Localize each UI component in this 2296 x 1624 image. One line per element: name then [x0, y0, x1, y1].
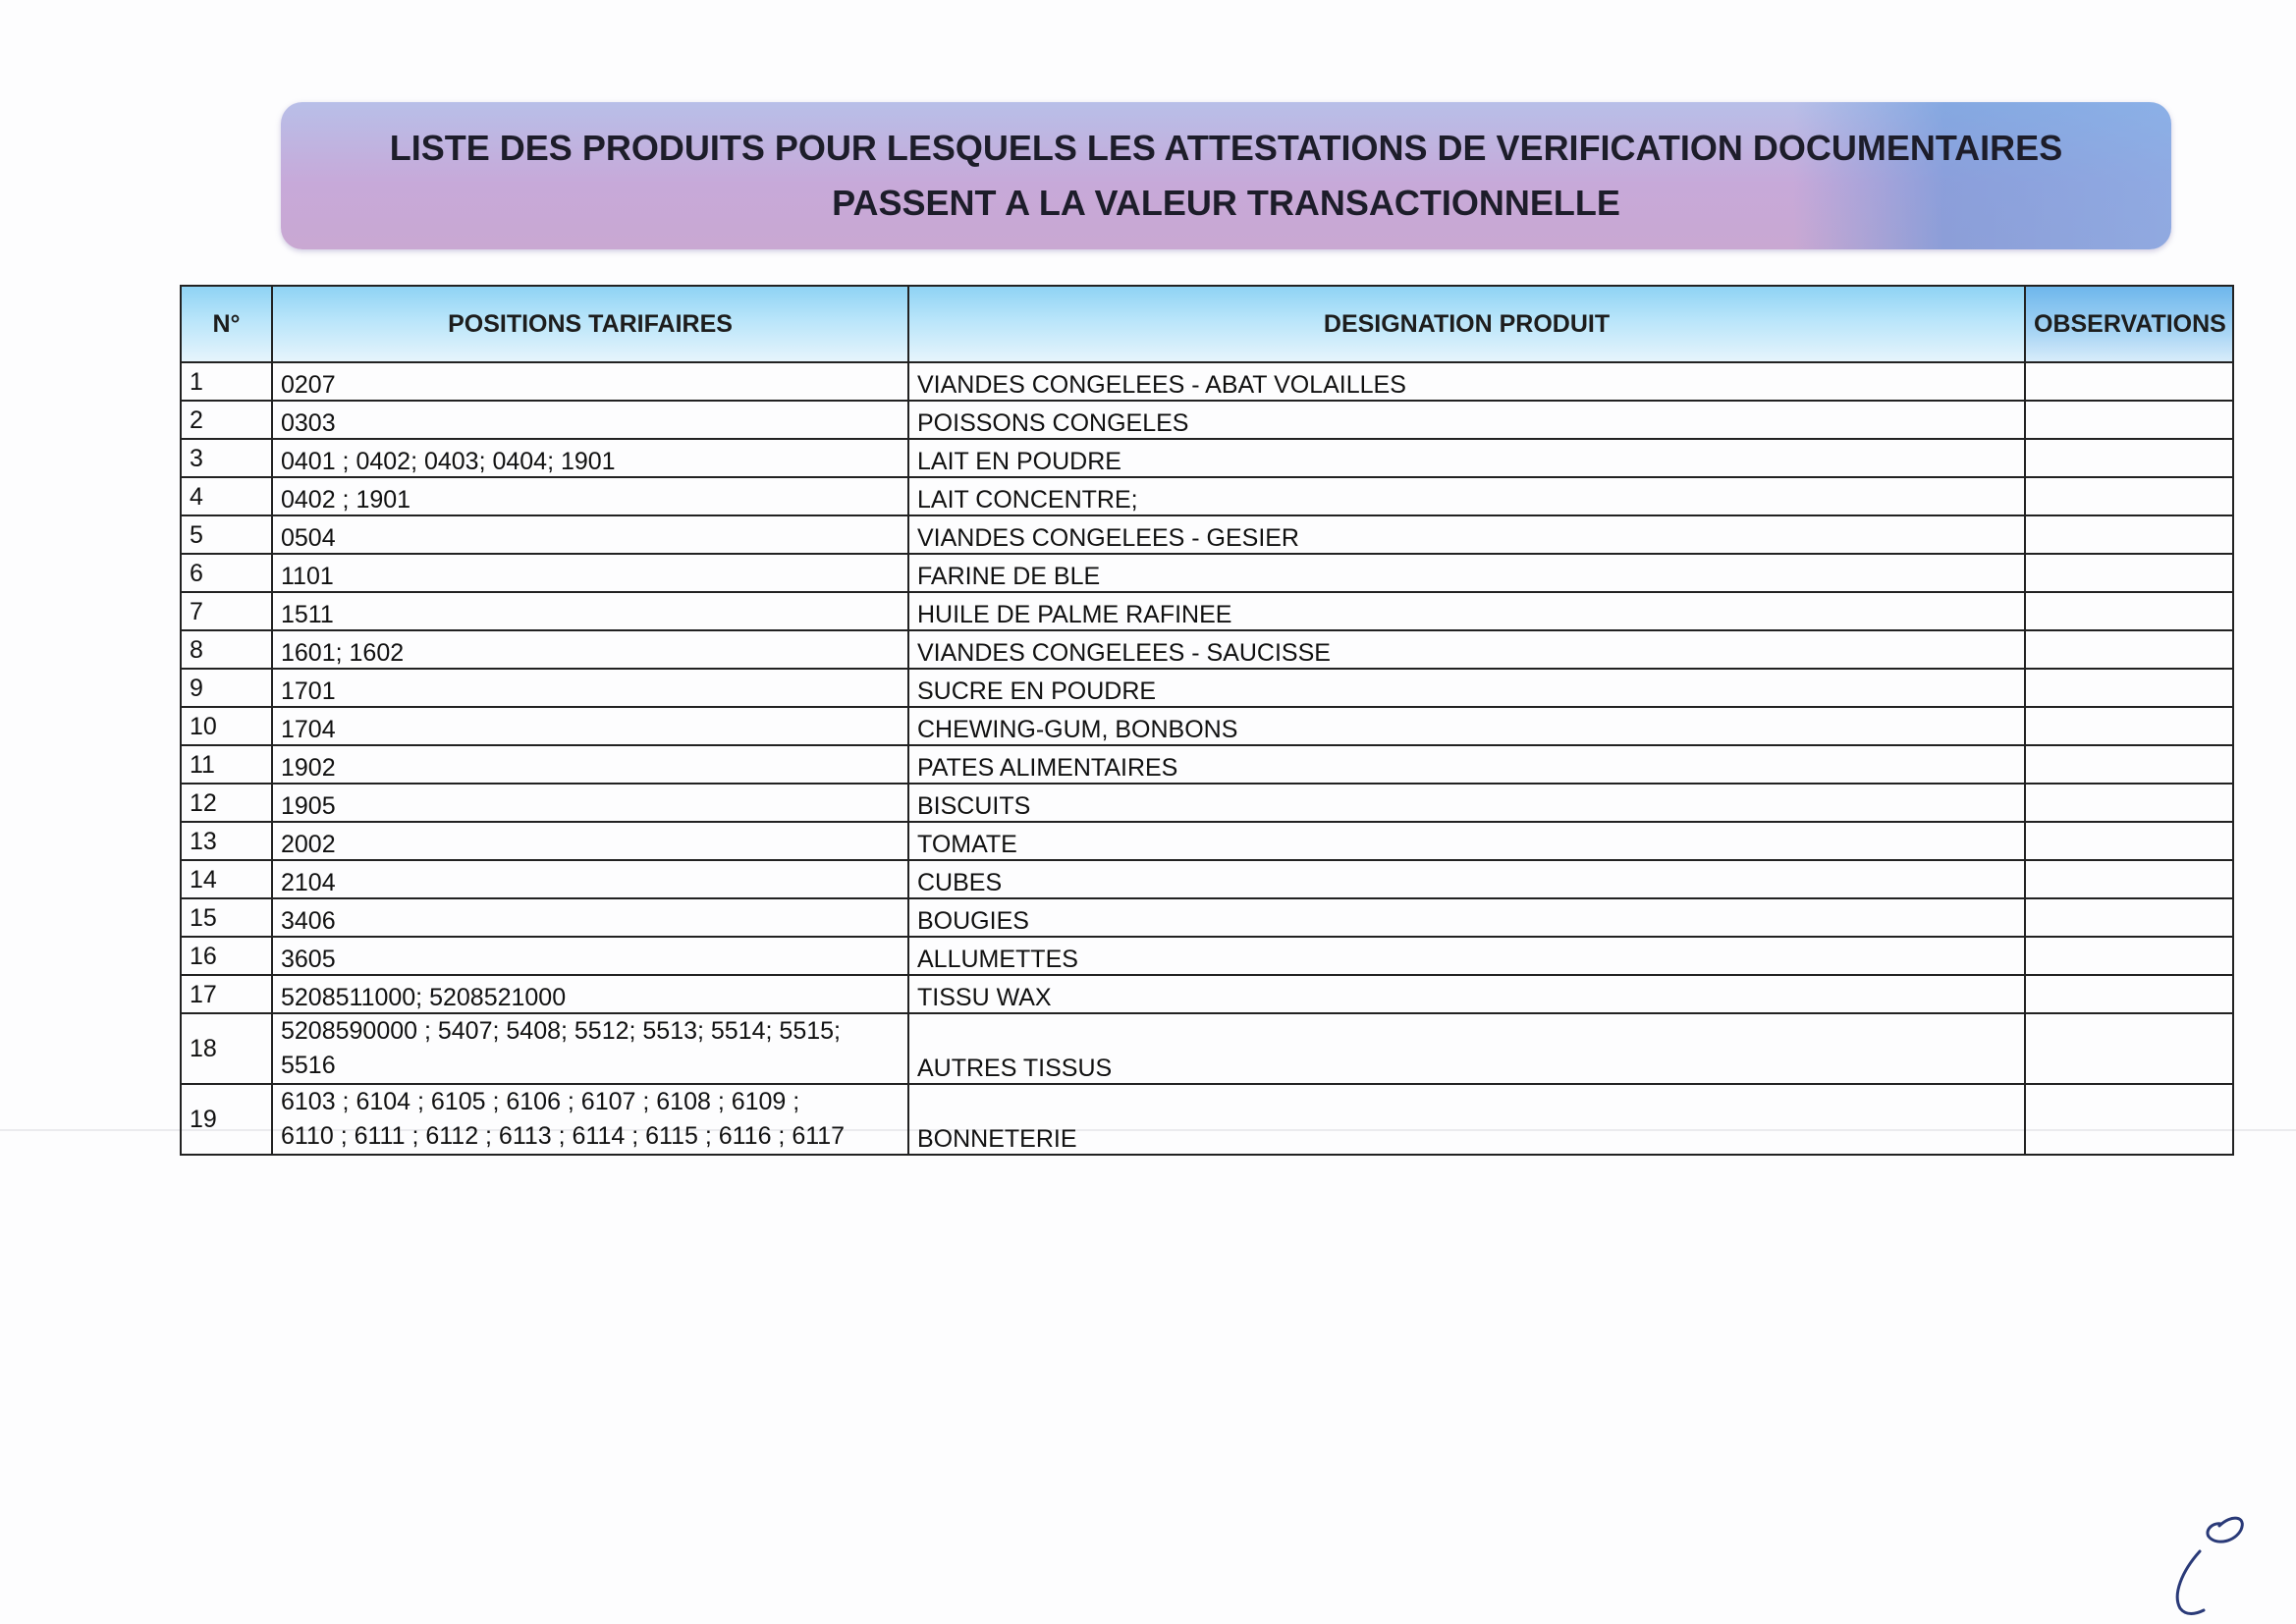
cell-observations [2025, 745, 2233, 784]
cell-positions-line: 6103 ; 6104 ; 6105 ; 6106 ; 6107 ; 6108 ; 6109 ; [281, 1088, 800, 1115]
cell-designation: FARINE DE BLE [908, 554, 2025, 592]
table-row [181, 477, 2233, 515]
cell-num: 11 [181, 745, 272, 784]
cell-num: 2 [181, 401, 272, 439]
table-row [181, 401, 2233, 439]
cell-observations [2025, 630, 2233, 669]
cell-num: 1 [181, 362, 272, 401]
cell-designation: PATES ALIMENTAIRES [908, 745, 2025, 784]
cell-positions [272, 1084, 908, 1155]
cell-observations [2025, 401, 2233, 439]
cell-designation: POISSONS CONGELES [908, 401, 2025, 439]
cell-designation: ALLUMETTES [908, 937, 2025, 975]
cell-num: 12 [181, 784, 272, 822]
cell-designation: BOUGIES [908, 898, 2025, 937]
cell-positions: 2104 [272, 860, 908, 898]
cell-num: 4 [181, 477, 272, 515]
cell-num: 7 [181, 592, 272, 630]
cell-positions-line: 6110 ; 6111 ; 6112 ; 6113 ; 6114 ; 6115 ; 6116 ; 6117 [281, 1122, 846, 1150]
cell-observations [2025, 898, 2233, 937]
cell-designation: VIANDES CONGELEES - SAUCISSE [908, 630, 2025, 669]
cell-observations [2025, 554, 2233, 592]
cell-designation: LAIT EN POUDRE [908, 439, 2025, 477]
table-row [181, 515, 2233, 554]
cell-num: 15 [181, 898, 272, 937]
page-title: LISTE DES PRODUITS POUR LESQUELS LES ATTESTATIONS DE VERIFICATION DOCUMENTAIRES PASSENT A LA VALEUR TRANSACTIONNELLE [389, 128, 2063, 223]
cell-designation: CHEWING-GUM, BONBONS [908, 707, 2025, 745]
cell-designation: TISSU WAX [908, 975, 2025, 1013]
cell-positions: 0207 [272, 362, 908, 401]
cell-observations [2025, 1084, 2233, 1155]
cell-num: 5 [181, 515, 272, 554]
table-row [181, 745, 2233, 784]
table-row [181, 554, 2233, 592]
table-row [181, 1084, 2233, 1155]
cell-observations [2025, 592, 2233, 630]
table-row [181, 860, 2233, 898]
table-row [181, 630, 2233, 669]
cell-designation: VIANDES CONGELEES - ABAT VOLAILLES [908, 362, 2025, 401]
table-row [181, 937, 2233, 975]
cell-positions: 1701 [272, 669, 908, 707]
table-row [181, 592, 2233, 630]
cell-num: 19 [181, 1084, 272, 1155]
cell-observations [2025, 515, 2233, 554]
cell-observations [2025, 1013, 2233, 1084]
cell-designation: BONNETERIE [908, 1084, 2025, 1155]
cell-designation: VIANDES CONGELEES - GESIER [908, 515, 2025, 554]
cell-num: 14 [181, 860, 272, 898]
cell-num: 16 [181, 937, 272, 975]
table-row [181, 439, 2233, 477]
cell-positions: 1902 [272, 745, 908, 784]
cell-designation: CUBES [908, 860, 2025, 898]
header-num: N° [181, 286, 272, 362]
table-row [181, 362, 2233, 401]
cell-num: 9 [181, 669, 272, 707]
cell-num: 6 [181, 554, 272, 592]
products-table [180, 285, 2234, 1156]
cell-positions: 1511 [272, 592, 908, 630]
header-observations: OBSERVATIONS [2025, 286, 2233, 362]
table-row [181, 784, 2233, 822]
cell-observations [2025, 822, 2233, 860]
cell-num: 10 [181, 707, 272, 745]
cell-observations [2025, 477, 2233, 515]
cell-num: 8 [181, 630, 272, 669]
cell-positions: 0402 ; 1901 [272, 477, 908, 515]
cell-positions: 3406 [272, 898, 908, 937]
cell-positions-line: 5516 [281, 1052, 336, 1079]
cell-designation: SUCRE EN POUDRE [908, 669, 2025, 707]
cell-designation: HUILE DE PALME RAFINEE [908, 592, 2025, 630]
header-positions: POSITIONS TARIFAIRES [272, 286, 908, 362]
table-row [181, 707, 2233, 745]
cell-observations [2025, 362, 2233, 401]
cell-num: 18 [181, 1013, 272, 1084]
title-banner [281, 102, 2171, 249]
cell-observations [2025, 975, 2233, 1013]
cell-observations [2025, 439, 2233, 477]
cell-designation: TOMATE [908, 822, 2025, 860]
cell-designation: AUTRES TISSUS [908, 1013, 2025, 1084]
cell-positions: 1101 [272, 554, 908, 592]
cell-designation: LAIT CONCENTRE; [908, 477, 2025, 515]
cell-positions-line: 5208590000 ; 5407; 5408; 5512; 5513; 5514; 5515; [281, 1017, 841, 1045]
cell-observations [2025, 669, 2233, 707]
cell-observations [2025, 937, 2233, 975]
table-header-row [181, 286, 2233, 362]
cell-positions: 2002 [272, 822, 908, 860]
header-designation: DESIGNATION PRODUIT [908, 286, 2025, 362]
table-row [181, 898, 2233, 937]
table-body [181, 362, 2233, 1155]
cell-positions: 3605 [272, 937, 908, 975]
table-row [181, 822, 2233, 860]
table-row [181, 669, 2233, 707]
cell-positions: 0401 ; 0402; 0403; 0404; 1901 [272, 439, 908, 477]
cell-observations [2025, 707, 2233, 745]
signature-mark [2160, 1512, 2249, 1620]
table-row [181, 1013, 2233, 1084]
cell-observations [2025, 784, 2233, 822]
cell-positions: 1704 [272, 707, 908, 745]
cell-positions: 1601; 1602 [272, 630, 908, 669]
cell-num: 13 [181, 822, 272, 860]
table-row [181, 975, 2233, 1013]
cell-num: 3 [181, 439, 272, 477]
cell-num: 17 [181, 975, 272, 1013]
cell-observations [2025, 860, 2233, 898]
cell-positions: 1905 [272, 784, 908, 822]
cell-positions: 5208511000; 5208521000 [272, 975, 908, 1013]
cell-positions: 0504 [272, 515, 908, 554]
cell-positions [272, 1013, 908, 1084]
cell-positions: 0303 [272, 401, 908, 439]
cell-designation: BISCUITS [908, 784, 2025, 822]
